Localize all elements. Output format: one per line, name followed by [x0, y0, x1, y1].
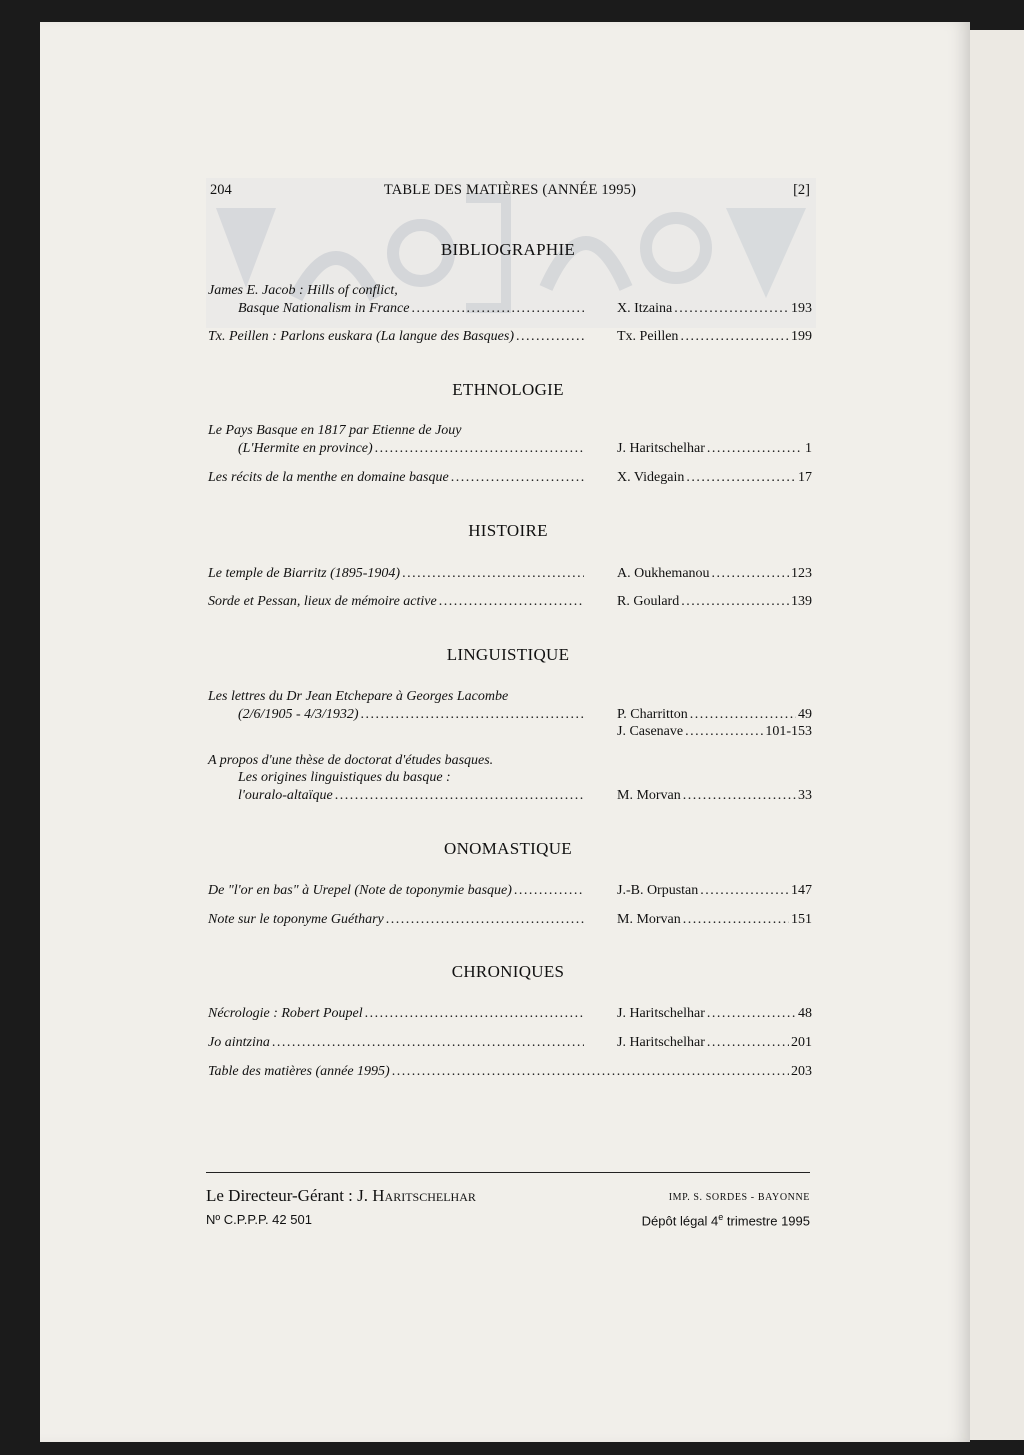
- footer-rule: [206, 1172, 810, 1173]
- entry-page: 49: [798, 707, 812, 722]
- toc-entry: [208, 1005, 812, 1023]
- entry-page: 193: [791, 301, 812, 316]
- entry-title-last: Table des matières (année 1995) ..... 203: [208, 1063, 812, 1081]
- entry-title-last: Le temple de Biarritz (1895-1904) .....: [208, 565, 586, 583]
- entry-title: Les origines linguistiques du basque :: [238, 770, 451, 785]
- entry-title-last: l'ouralo-altaïque .....: [208, 787, 586, 805]
- toc-entry: [208, 565, 812, 583]
- section-heading-ethnologie: ETHNOLOGIE: [452, 380, 564, 399]
- issue-number: [2]: [793, 182, 810, 198]
- section-heading-onomastique: ONOMASTIQUE: [444, 839, 572, 858]
- entry-author-page: [617, 593, 812, 611]
- toc-entry: [208, 469, 812, 487]
- entry-author-page: [617, 440, 812, 458]
- entry-page: 48: [798, 1006, 812, 1021]
- toc-entry: [208, 328, 812, 346]
- director-line: Le Directeur-Gérant : J. Haritschelhar: [206, 1186, 476, 1205]
- entry-author: J.-B. Orpustan: [617, 883, 699, 898]
- entry-author: J. Haritschelhar: [617, 441, 705, 456]
- entry-page: 1: [805, 441, 812, 456]
- entry-page: 139: [791, 594, 812, 609]
- entry-author-page: [617, 1005, 812, 1023]
- entry-title-last: (L'Hermite en province) .....: [208, 440, 586, 458]
- toc-entry: [208, 1034, 812, 1052]
- entry-author: Tx. Peillen: [617, 329, 679, 344]
- toc-entry: [208, 1063, 812, 1081]
- entry-page: 147: [791, 883, 812, 898]
- entry-title-last: De "l'or en bas" à Urepel (Note de toponymie basque) .....: [208, 882, 586, 900]
- entry-author: M. Morvan: [617, 788, 681, 803]
- entry-title-last: Nécrologie : Robert Poupel .....: [208, 1005, 586, 1023]
- toc-entry: [208, 752, 812, 806]
- leader-dots: [412, 300, 585, 318]
- toc-entry: [208, 282, 812, 318]
- entry-author: X. Itzaina: [617, 301, 673, 316]
- entry-title-last: Sorde et Pessan, lieux de mémoire active .....: [208, 593, 586, 611]
- toc-entry: [208, 688, 812, 742]
- printer-line: IMP. S. SORDES - BAYONNE: [668, 1192, 810, 1203]
- header-title: TABLE DES MATIÈRES (ANNÉE 1995): [383, 182, 637, 198]
- entry-author-page: [617, 787, 812, 805]
- page-number: 204: [210, 182, 232, 198]
- entry-author-page: [617, 300, 812, 318]
- entry-author: A. Oukhemanou: [617, 566, 710, 581]
- entry-author: R. Goulard: [617, 594, 680, 609]
- entry-author-page: [617, 565, 812, 583]
- entry-title-last: Tx. Peillen : Parlons euskara (La langue des Basques) .....: [208, 328, 586, 346]
- entry-author-page: [617, 469, 812, 487]
- entry-title-last: Jo aintzina .....: [208, 1034, 586, 1052]
- entry-title: Le Pays Basque en 1817 par Etienne de Jouy: [208, 423, 462, 438]
- section-heading-linguistique: LINGUISTIQUE: [446, 645, 570, 664]
- toc-entry: [208, 593, 812, 611]
- director-name: Haritschelhar: [372, 1186, 476, 1205]
- entry-title: James E. Jacob : Hills of conflict,: [208, 283, 398, 298]
- entry-page: 123: [791, 566, 812, 581]
- entry-author-page: [617, 1034, 812, 1052]
- toc-entry: [208, 911, 812, 929]
- entry-page: 101-153: [765, 724, 812, 739]
- entry-page: 203: [791, 1064, 812, 1079]
- next-page-edge: [968, 30, 1024, 1440]
- entry-title-last: Basque Nationalism in France .....: [208, 300, 586, 318]
- entry-title-last: Les récits de la menthe en domaine basque .....: [208, 469, 586, 487]
- entry-author-page: [617, 706, 812, 724]
- entry-author: X. Videgain: [617, 470, 685, 485]
- running-header: [210, 182, 810, 206]
- entry-page: 151: [791, 912, 812, 927]
- section-heading-histoire: HISTOIRE: [468, 521, 548, 540]
- entry-author-page: [617, 911, 812, 929]
- entry-author: J. Haritschelhar: [617, 1035, 705, 1050]
- entry-title-last: (2/6/1905 - 4/3/1932) .....: [208, 706, 586, 724]
- toc-entry: [208, 882, 812, 900]
- entry-page: 199: [791, 329, 812, 344]
- entry-author: P. Charritton: [617, 707, 688, 722]
- section-heading-bibliographie: BIBLIOGRAPHIE: [440, 240, 576, 259]
- section-heading-chroniques: CHRONIQUES: [451, 962, 565, 981]
- cppp-number: Nº C.P.P.P. 42 501: [206, 1212, 312, 1227]
- entry-page: 17: [798, 470, 812, 485]
- entry-title: A propos d'une thèse de doctorat d'études basques.: [208, 753, 494, 768]
- legal-deposit: Dépôt légal 4e trimestre 1995: [641, 1212, 810, 1229]
- entry-page: 33: [798, 788, 812, 803]
- entry-title-last: Note sur le toponyme Guéthary .....: [208, 911, 586, 929]
- entry-author: J. Casenave: [617, 724, 684, 739]
- entry-title: Les lettres du Dr Jean Etchepare à Georges Lacombe: [208, 689, 509, 704]
- toc-entry: [208, 422, 812, 458]
- entry-author: M. Morvan: [617, 912, 681, 927]
- entry-author: J. Haritschelhar: [617, 1006, 705, 1021]
- entry-author-page: [617, 882, 812, 900]
- entry-page: 201: [791, 1035, 812, 1050]
- entry-author-page: [617, 328, 812, 346]
- entry-author-page-second: [617, 723, 812, 741]
